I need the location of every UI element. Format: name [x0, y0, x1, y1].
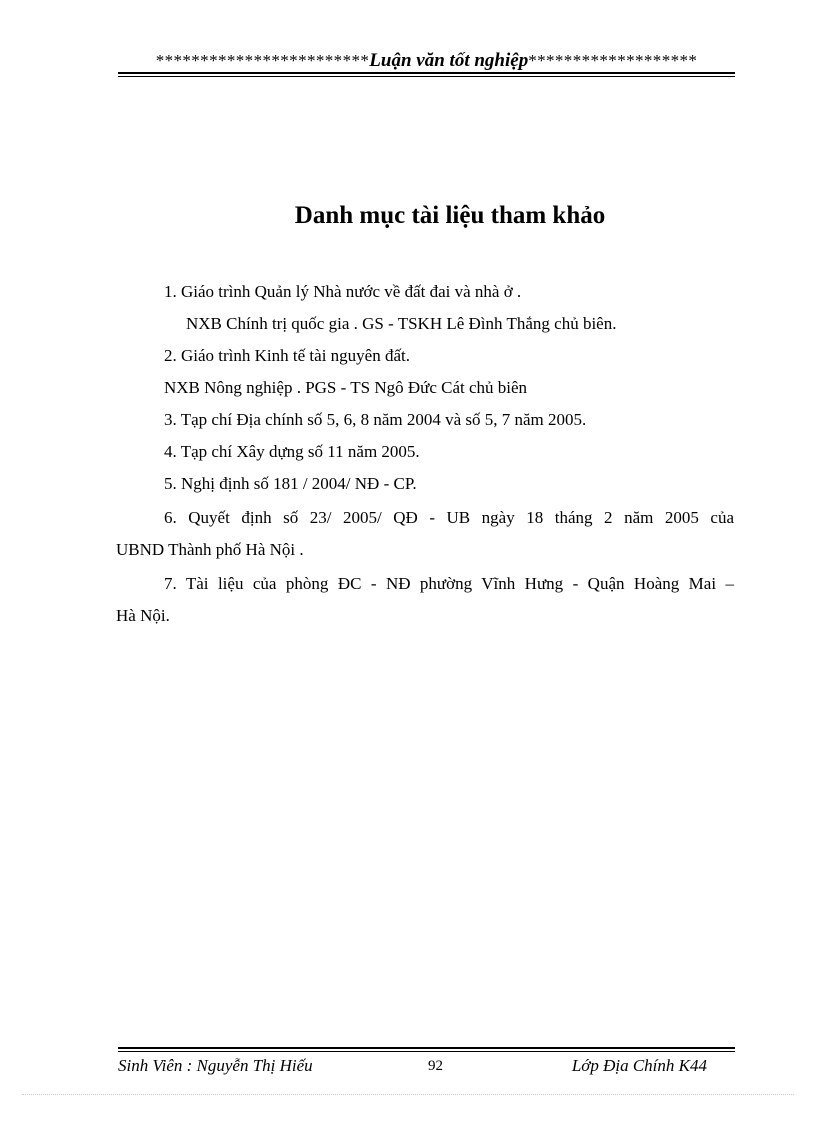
- reference-item-1-line-2: NXB Chính trị quốc gia . GS - TSKH Lê Đình Thắng chủ biên.: [186, 313, 617, 333]
- reference-item-2-line-1: 2. Giáo trình Kinh tế tài nguyên đất.: [164, 346, 410, 365]
- header-rule: [118, 72, 735, 77]
- reference-item-3: 3. Tạp chí Địa chính số 5, 6, 8 năm 2004 và số 5, 7 năm 2005.: [164, 410, 587, 429]
- reference-item-2-line-2: NXB Nông nghiệp . PGS - TS Ngô Đức Cát chủ biên: [164, 378, 528, 397]
- footer-rule: [118, 1047, 735, 1052]
- reference-item-1-line-1: 1. Giáo trình Quản lý Nhà nước về đất đai và nhà ở .: [164, 282, 522, 301]
- header-title: Luận văn tốt nghiệp: [369, 50, 529, 71]
- reference-item-6-line-1: 6. Quyết định số 23/ 2005/ QĐ - UB ngày 18 tháng 2 năm 2005 của: [164, 508, 734, 527]
- footer-class-name: Lớp Địa Chính K44: [571, 1056, 707, 1075]
- header-stars-right: *******************: [528, 51, 698, 70]
- running-footer: [118, 1054, 735, 1078]
- footer-page-number: 92: [428, 1058, 443, 1074]
- reference-item-4: 4. Tạp chí Xây dựng số 11 năm 2005.: [164, 442, 420, 461]
- page-title: Danh mục tài liệu tham khảo: [294, 202, 606, 229]
- footer-student-name: Sinh Viên : Nguyễn Thị Hiếu: [118, 1056, 313, 1075]
- reference-item-7-line-1: 7. Tài liệu của phòng ĐC - NĐ phường Vĩnh Hưng - Quận Hoàng Mai –: [164, 574, 734, 593]
- reference-item-7-line-2: Hà Nội.: [116, 606, 170, 625]
- reference-item-5: 5. Nghị định số 181 / 2004/ NĐ - CP.: [164, 474, 417, 493]
- header-stars-left: ************************: [155, 51, 370, 70]
- reference-item-6-line-2: UBND Thành phố Hà Nội .: [116, 540, 304, 559]
- page-edge-divider: [22, 1094, 794, 1095]
